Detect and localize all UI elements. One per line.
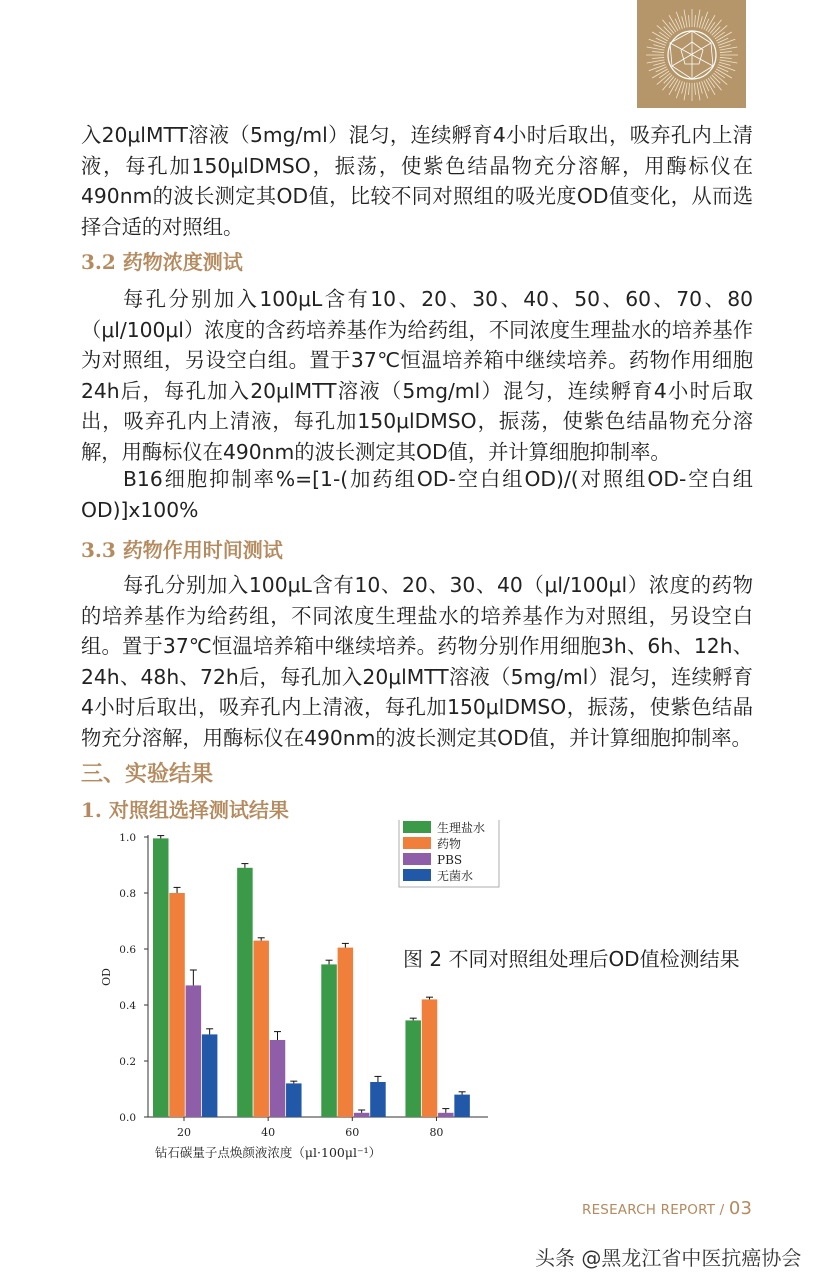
- legend-label: 无菌水: [437, 869, 474, 883]
- body-paragraph-2: 每孔分别加入100μL含有10、20、30、40、50、60、70、80（μl/100μl）浓度的含药培养基作为给药组，不同浓度生理盐水的培养基作为对照组，另设空白组。置于37℃恒温培养箱中继续培养。药物作用细胞24h后，每孔加入20μlMTT溶液（5mg/ml）混匀，连续孵育4小时后取出，吸弃孔内上清液，每孔加150μlDMSO，振荡，使紫色结晶物充分溶解，用酶标仪在490nm的波长测定其OD值，并计算细胞抑制率。: [81, 287, 753, 464]
- bar-生理盐水-20: [153, 838, 169, 1117]
- bar-无菌水-40: [286, 1083, 302, 1117]
- legend-swatch: [403, 821, 431, 833]
- y-axis-label: OD: [100, 968, 113, 986]
- bar-生理盐水-40: [237, 868, 253, 1117]
- chapter-heading-results: 三、实验结果: [81, 761, 214, 787]
- y-tick-label: 0.8: [119, 888, 136, 900]
- sunburst-icon: [637, 0, 746, 108]
- figure-caption: 图 2 不同对照组处理后OD值检测结果: [403, 947, 740, 971]
- y-tick-label: 0.4: [119, 1000, 136, 1012]
- y-tick-label: 0.6: [119, 944, 136, 956]
- bar-生理盐水-80: [405, 1020, 421, 1117]
- od-bar-chart: [90, 820, 510, 1165]
- x-tick-label: 20: [177, 1126, 191, 1139]
- bar-PBS-40: [270, 1040, 286, 1117]
- x-tick-label: 60: [345, 1126, 360, 1139]
- bar-PBS-80: [438, 1113, 454, 1117]
- source-watermark: 头条 @黑龙江省中医抗癌协会: [535, 1246, 802, 1270]
- x-axis-label: 钻石碳量子点焕颜液浓度（μl·100μl⁻¹）: [154, 1145, 382, 1160]
- x-tick-label: 40: [261, 1126, 276, 1139]
- bar-药物-40: [253, 941, 269, 1117]
- bar-PBS-60: [354, 1113, 370, 1117]
- bar-无菌水-80: [454, 1095, 470, 1117]
- body-paragraph-3: 每孔分别加入100μL含有10、20、30、40（μl/100μl）浓度的药物的培养基作为给药组，不同浓度生理盐水的培养基作为对照组，另设空白组。置于37℃恒温培养箱中继续培养。药物分别作用细胞3h、6h、12h、24h、48h、72h后，每孔加入20μlMTT溶液（5mg/ml）混匀，连续孵育4小时后取出，吸弃孔内上清液，每孔加150μlDMSO，振荡，使紫色结晶物充分溶解，用酶标仪在490nm的波长测定其OD值，并计算细胞抑制率。: [81, 573, 753, 750]
- section-heading-3-2: 3.2 药物浓度测试: [81, 250, 243, 274]
- footer-label: RESEARCH REPORT /: [582, 1202, 729, 1218]
- corner-logo-badge: [637, 0, 746, 108]
- y-tick-label: 1.0: [119, 832, 136, 844]
- bar-PBS-20: [186, 985, 202, 1117]
- x-tick-label: 80: [429, 1126, 444, 1139]
- section-heading-1: 1. 对照组选择测试结果: [81, 798, 289, 822]
- legend-label: 生理盐水: [437, 821, 486, 835]
- legend-swatch: [403, 853, 431, 865]
- bar-药物-60: [338, 948, 354, 1117]
- bar-无菌水-20: [202, 1034, 218, 1117]
- bar-无菌水-60: [370, 1082, 386, 1117]
- formula-paragraph: B16细胞抑制率%=[1-(加药组OD-空白组OD)/(对照组OD-空白组OD)]x100%: [81, 467, 753, 522]
- legend-swatch: [403, 837, 431, 849]
- section-heading-3-3: 3.3 药物作用时间测试: [81, 538, 283, 562]
- y-tick-label: 0.2: [119, 1056, 136, 1068]
- y-tick-label: 0.0: [119, 1112, 136, 1124]
- bar-药物-80: [422, 999, 438, 1117]
- body-paragraph-1: 入20μlMTT溶液（5mg/ml）混匀，连续孵育4小时后取出，吸弃孔内上清液，每孔加150μlDMSO，振荡，使紫色结晶物充分溶解，用酶标仪在490nm的波长测定其OD值，比较不同对照组的吸光度OD值变化，从而选择合适的对照组。: [81, 123, 753, 239]
- legend-label: PBS: [437, 853, 463, 867]
- page-number: 03: [728, 1198, 753, 1219]
- legend-swatch: [403, 869, 431, 881]
- bar-生理盐水-60: [321, 964, 337, 1117]
- footer-report-label: [582, 1198, 752, 1219]
- legend-label: 药物: [437, 837, 462, 851]
- bar-药物-20: [169, 893, 185, 1117]
